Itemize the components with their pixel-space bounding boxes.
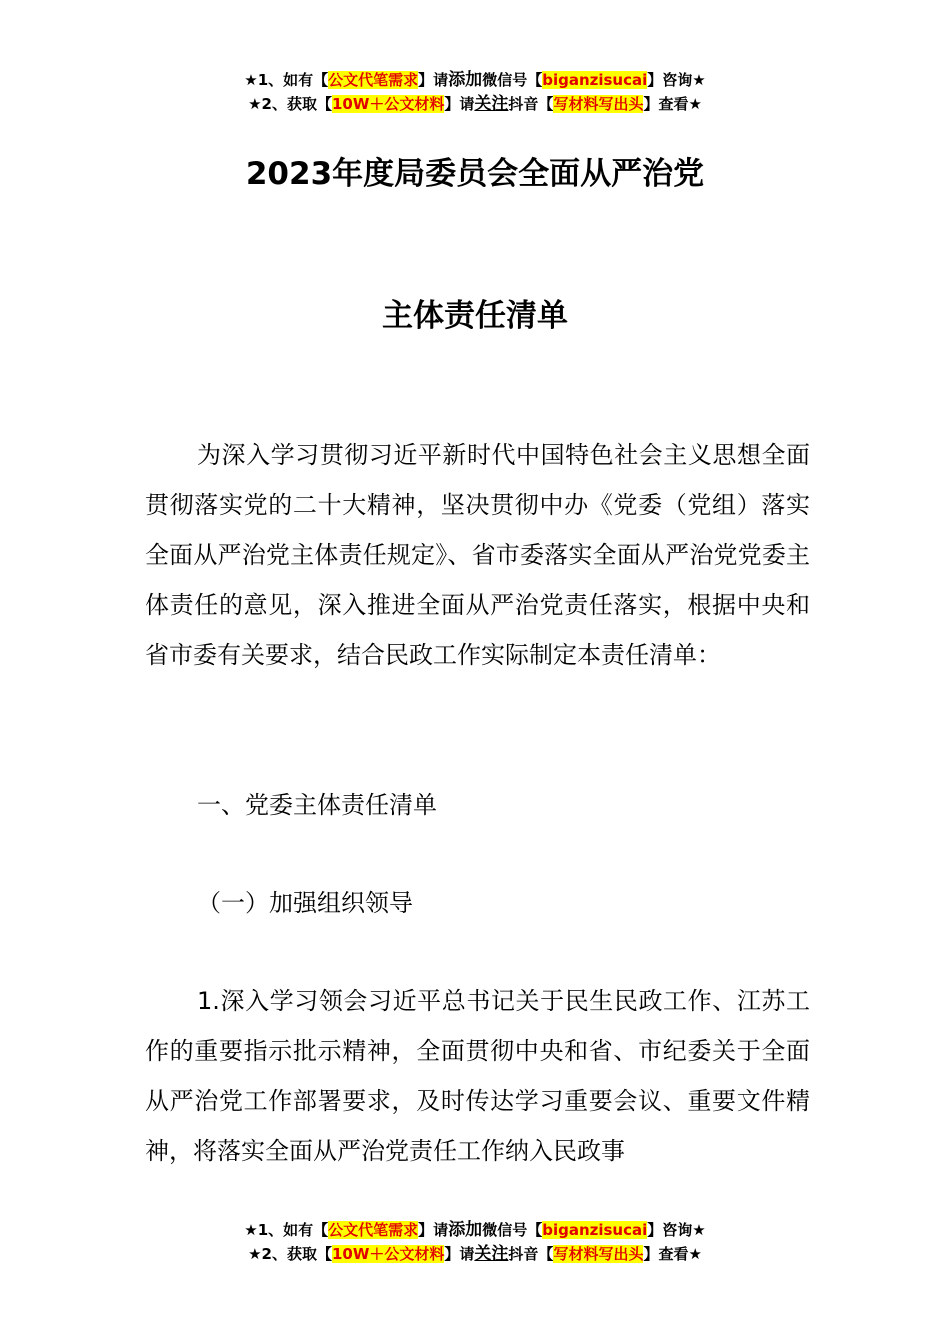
banner-wechat-id: biganzisucai [542,1221,648,1239]
banner-highlight: 10W＋公文材料 [331,95,445,113]
banner-text: 】咨询★ [647,1221,706,1239]
banner-text: 】请 [418,71,449,89]
subsection-heading: （一）加强组织领导 [197,889,413,917]
banner-douyin-id: 写材料写出头 [553,95,644,113]
banner-text: 】查看★ [643,1245,702,1263]
banner-highlight: 公文代笔需求 [328,71,419,89]
banner-text: 抖音【 [508,1245,554,1263]
banner-highlight: 公文代笔需求 [328,1221,419,1239]
banner-text: 】查看★ [643,95,702,113]
document-title-line-1: 2023年度局委员会全面从严治党 [245,156,705,192]
banner-emphasis: 关注 [474,1244,509,1264]
banner-text: 】咨询★ [647,71,706,89]
banner-text: 抖音【 [508,95,554,113]
banner-text: ★1、如有【 [244,71,329,89]
header-banner [0,68,950,116]
section-heading: 一、党委主体责任清单 [197,791,437,819]
banner-text: ★2、获取【 [248,1245,332,1263]
banner-text: 】请 [444,1245,475,1263]
list-item-paragraph: 1.深入学习领会习近平总书记关于民生民政工作、江苏工作的重要指示批示精神，全面贯彻中央和省、市纪委关于全面从严治党工作部署要求，及时传达学习重要会议、重要文件精神，将落实全面从严治党责任工作纳入民政事 [145,987,810,1165]
banner-line-2 [0,1242,950,1266]
banner-text: 微信号【 [482,1221,543,1239]
document-title-line-2: 主体责任清单 [382,298,568,334]
banner-douyin-id: 写材料写出头 [553,1245,644,1263]
banner-emphasis: 添加 [448,1220,483,1240]
banner-text: ★1、如有【 [244,1221,329,1239]
banner-line-1 [0,68,950,92]
banner-text: 】请 [444,95,475,113]
banner-highlight: 10W＋公文材料 [331,1245,445,1263]
banner-text: 】请 [418,1221,449,1239]
banner-wechat-id: biganzisucai [542,71,648,89]
banner-text: 微信号【 [482,71,543,89]
banner-line-2 [0,92,950,116]
banner-line-1 [0,1218,950,1242]
banner-emphasis: 添加 [448,70,483,90]
banner-emphasis: 关注 [474,94,509,114]
footer-banner [0,1218,950,1266]
intro-paragraph: 为深入学习贯彻习近平新时代中国特色社会主义思想全面贯彻落实党的二十大精神，坚决贯彻中办《党委（党组）落实全面从严治党主体责任规定》、省市委落实全面从严治党党委主体责任的意见，深入推进全面从严治党责任落实，根据中央和省市委有关要求，结合民政工作实际制定本责任清单： [145,441,810,669]
banner-text: ★2、获取【 [248,95,332,113]
